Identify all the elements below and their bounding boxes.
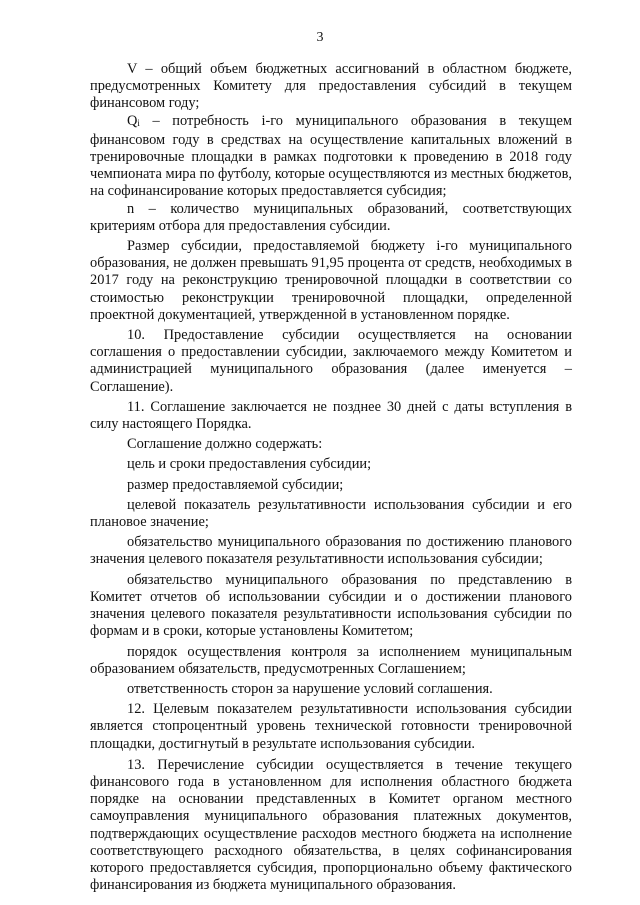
- agreement-item-purpose: цель и сроки предоставления субсидии;: [127, 456, 372, 473]
- page-number: 3: [316, 30, 324, 45]
- qi-text: – потребность i-го муниципального образования в текущем финансовом году в средствах на осуществление капитальных вложений в тренировочные площадки в рамках подготовки к проведению в 2018 году чемпионата мира по футболу, которые осуществляются из местных бюджетов, на софинансирование которых предоставляется субсидия;: [90, 112, 572, 200]
- agreement-contents-heading: Соглашение должно содержать:: [127, 436, 323, 453]
- qi-symbol: Q: [127, 112, 138, 129]
- agreement-item-obligation-reports: обязательство муниципального образования по представлению в Комитет отчетов об использовании субсидии и о достижении планового значения целевого показателя результативности использования субсидии по формам и в сроки, которые установлены Комитетом;: [90, 571, 572, 640]
- document-body: [90, 61, 572, 894]
- agreement-item-indicator: целевой показатель результативности использования субсидии и его плановое значение;: [90, 496, 572, 531]
- paragraph-qi-definition: [90, 113, 572, 201]
- agreement-item-responsibility: ответственность сторон за нарушение условий соглашения.: [127, 680, 493, 697]
- agreement-item-control: порядок осуществления контроля за исполнением муниципальным образованием обязательств, предусмотренных Соглашением;: [90, 643, 572, 677]
- agreement-item-obligation-achievement: обязательство муниципального образования по достижению планового значения целевого показателя результативности использования субсидии;: [90, 534, 572, 568]
- paragraph-13: 13. Перечисление субсидии осуществляется в течение текущего финансового года в установленном для исполнения областного бюджета порядке на основании представленных в Комитет органом местного самоуправления муниципального образования платежных документов, подтверждающих осуществление расходов местного бюджета на исполнение соответствующего расходного обязательства, в целях софинансирования которого предоставляется субсидия, пропорционально объему фактического финансирования из бюджета муниципального образования.: [90, 756, 572, 894]
- paragraph-subsidy-size: Размер субсидии, предоставляемой бюджету i-го муниципального образования, не должен превышать 91,95 процента от средств, необходимых в 2017 году на реконструкцию тренировочной площадки в соответствии со стоимостью реконструкции тренировочной площадки, определенной проектной документацией, утвержденной в установленном порядке.: [90, 238, 572, 323]
- paragraph-10: 10. Предоставление субсидии осуществляется на основании соглашения о предоставлении субсидии, заключаемого между Комитетом и администрацией муниципального образования (далее именуется – Соглашение).: [90, 327, 572, 395]
- paragraph-12: 12. Целевым показателем результативности использования субсидии является стопроцентный уровень технической готовности тренировочной площадки, достигнутый в результате использования субсидии.: [90, 701, 572, 752]
- paragraph-n-definition: n – количество муниципальных образований, соответствующих критериям отбора для предоставления субсидии.: [90, 200, 572, 234]
- qi-subscript: i: [137, 117, 140, 128]
- paragraph-v-definition: V – общий объем бюджетных ассигнований в областном бюджете, предусмотренных Комитету для предоставления субсидий в текущем финансовом году;: [90, 61, 572, 112]
- agreement-item-amount: размер предоставляемой субсидии;: [127, 476, 344, 493]
- paragraph-11: 11. Соглашение заключается не позднее 30 дней с даты вступления в силу настоящего Порядка.: [90, 398, 572, 433]
